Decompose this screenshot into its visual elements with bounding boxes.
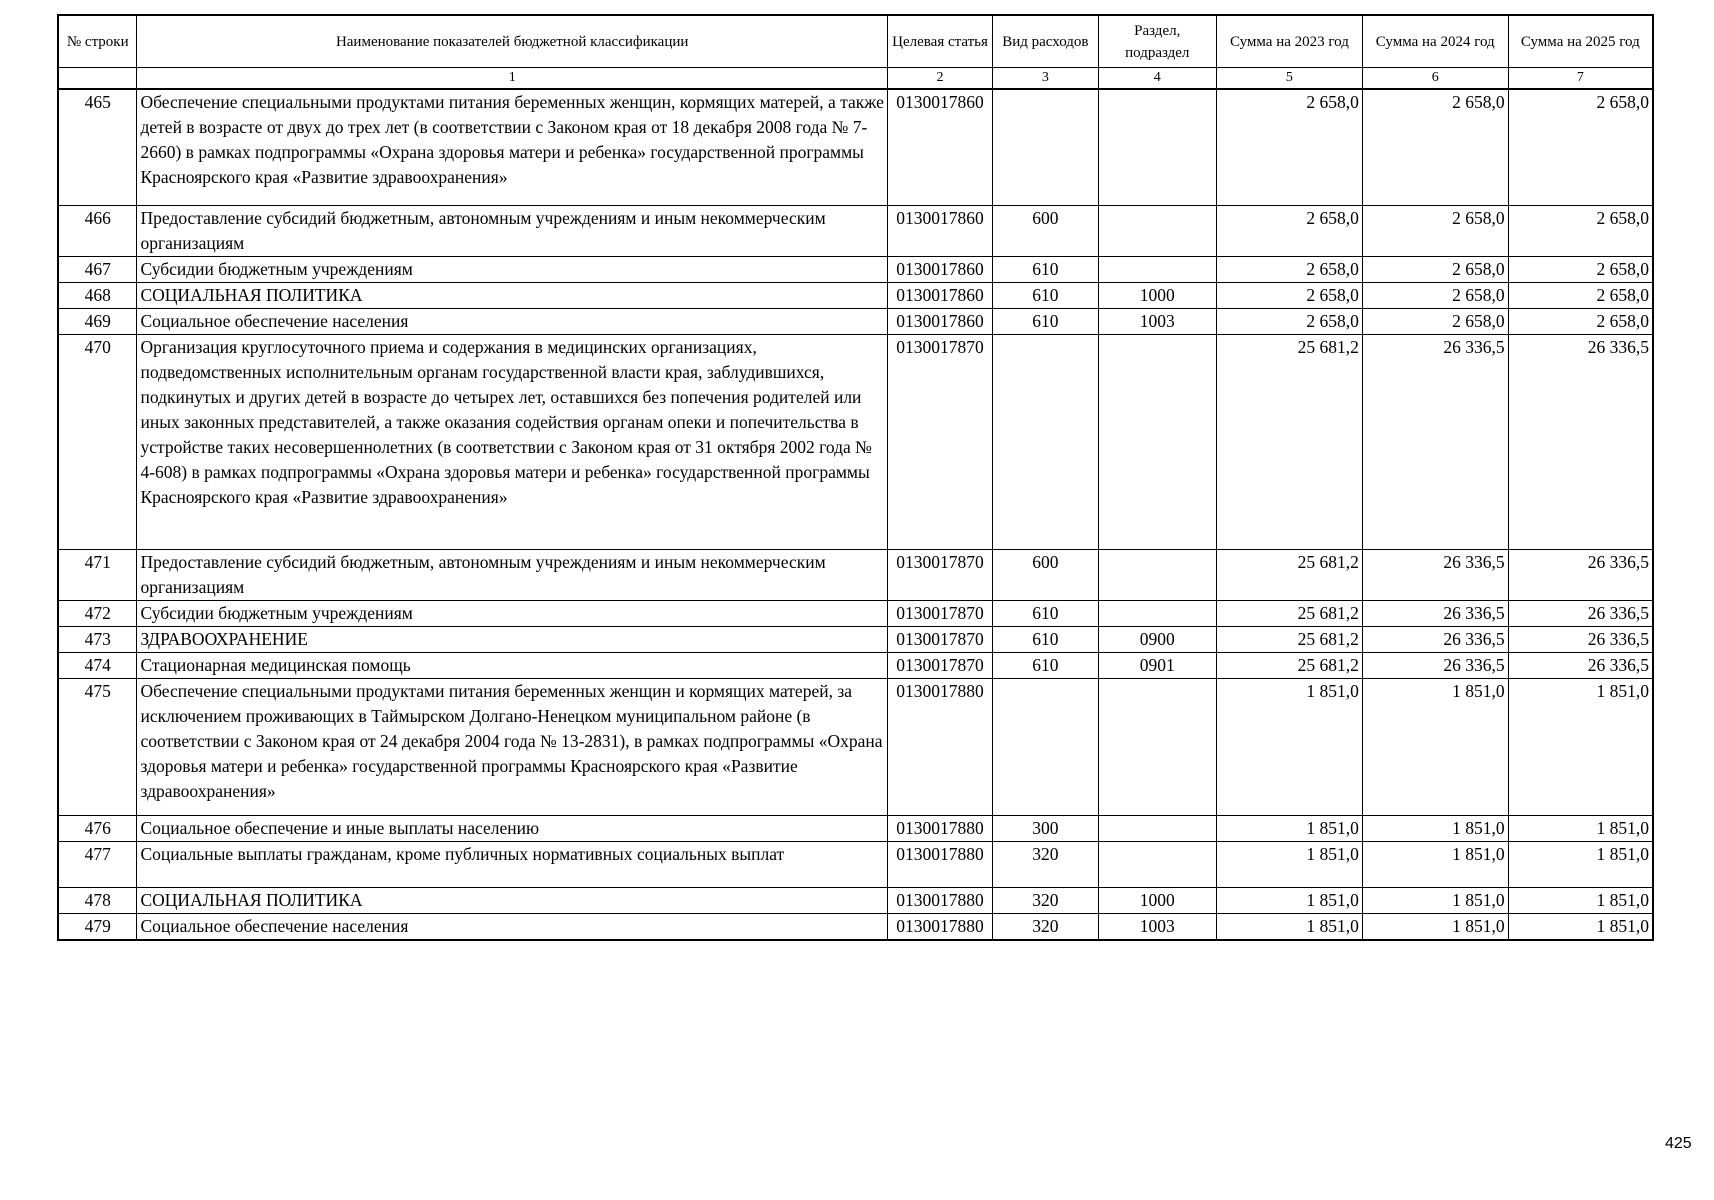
expense-type-cell: 610	[993, 282, 1098, 308]
header-section: Раздел, подраздел	[1098, 15, 1216, 68]
target-article-cell: 0130017870	[887, 549, 992, 600]
row-number-cell: 466	[58, 205, 137, 256]
table-row	[58, 205, 1653, 256]
section-cell	[1098, 89, 1216, 205]
target-article-cell: 0130017860	[887, 256, 992, 282]
row-number-cell: 470	[58, 334, 137, 549]
header-sum-2025: Сумма на 2025 год	[1508, 15, 1653, 68]
target-article-cell: 0130017880	[887, 913, 992, 940]
target-article-cell: 0130017870	[887, 600, 992, 626]
sum-2025-cell: 1 851,0	[1508, 815, 1653, 841]
row-number-cell: 465	[58, 89, 137, 205]
sum-2024-cell: 2 658,0	[1362, 308, 1508, 334]
row-name-cell: ЗДРАВООХРАНЕНИЕ	[137, 626, 887, 652]
column-number-row	[58, 68, 1653, 90]
header-sum-2023: Сумма на 2023 год	[1217, 15, 1363, 68]
expense-type-cell: 610	[993, 256, 1098, 282]
sum-2025-cell: 2 658,0	[1508, 205, 1653, 256]
target-article-cell: 0130017880	[887, 841, 992, 887]
sum-2025-cell: 2 658,0	[1508, 282, 1653, 308]
sum-2024-cell: 1 851,0	[1362, 841, 1508, 887]
header-target-article: Целевая статья	[887, 15, 992, 68]
table-row	[58, 626, 1653, 652]
expense-type-cell	[993, 678, 1098, 815]
sum-2025-cell: 2 658,0	[1508, 256, 1653, 282]
sum-2025-cell: 1 851,0	[1508, 841, 1653, 887]
budget-table	[57, 14, 1654, 941]
table-row	[58, 815, 1653, 841]
section-cell	[1098, 678, 1216, 815]
row-name-cell: Обеспечение специальными продуктами питания беременных женщин и кормящих матерей, за исключением проживающих в Таймырском Долгано-Ненецком муниципальном районе (в соответствии с Законом края от 24 декабря 2004 года № 13-2831), в рамках подпрограммы «Охрана здоровья матери и ребенка» государственной программы Красноярского края «Развитие здравоохранения»	[137, 678, 887, 815]
row-name-cell: Социальные выплаты гражданам, кроме публичных нормативных социальных выплат	[137, 841, 887, 887]
row-name-cell: СОЦИАЛЬНАЯ ПОЛИТИКА	[137, 887, 887, 913]
expense-type-cell: 300	[993, 815, 1098, 841]
table-row	[58, 652, 1653, 678]
table-body	[58, 89, 1653, 940]
column-number	[58, 68, 137, 90]
column-number: 3	[993, 68, 1098, 90]
sum-2025-cell: 26 336,5	[1508, 652, 1653, 678]
sum-2024-cell: 26 336,5	[1362, 652, 1508, 678]
row-number-cell: 471	[58, 549, 137, 600]
sum-2025-cell: 1 851,0	[1508, 887, 1653, 913]
target-article-cell: 0130017870	[887, 626, 992, 652]
table-row	[58, 549, 1653, 600]
column-number: 2	[887, 68, 992, 90]
sum-2024-cell: 1 851,0	[1362, 678, 1508, 815]
expense-type-cell: 600	[993, 205, 1098, 256]
column-number: 6	[1362, 68, 1508, 90]
sum-2024-cell: 1 851,0	[1362, 887, 1508, 913]
sum-2024-cell: 26 336,5	[1362, 600, 1508, 626]
sum-2023-cell: 25 681,2	[1217, 652, 1363, 678]
table-row	[58, 282, 1653, 308]
target-article-cell: 0130017870	[887, 652, 992, 678]
sum-2024-cell: 2 658,0	[1362, 282, 1508, 308]
row-number-cell: 474	[58, 652, 137, 678]
row-name-cell: Субсидии бюджетным учреждениям	[137, 256, 887, 282]
sum-2023-cell: 25 681,2	[1217, 626, 1363, 652]
table-header	[58, 15, 1653, 89]
row-name-cell: Социальное обеспечение населения	[137, 308, 887, 334]
sum-2023-cell: 25 681,2	[1217, 334, 1363, 549]
row-name-cell: Организация круглосуточного приема и содержания в медицинских организациях, подведомственных исполнительным органам государственной власти края, заблудившихся, подкинутых и других детей в возрасте до четырех лет, оставшихся без попечения родителей или иных законных представителей, а также оказания содействия органам опеки и попечительства в устройстве таких несовершеннолетних (в соответствии с Законом края от 31 октября 2002 года № 4-608) в рамках подпрограммы «Охрана здоровья матери и ребенка» государственной программы Красноярского края «Развитие здравоохранения»	[137, 334, 887, 549]
sum-2024-cell: 26 336,5	[1362, 626, 1508, 652]
sum-2023-cell: 1 851,0	[1217, 841, 1363, 887]
target-article-cell: 0130017860	[887, 89, 992, 205]
row-name-cell: Предоставление субсидий бюджетным, автономным учреждениям и иным некоммерческим организациям	[137, 549, 887, 600]
sum-2024-cell: 2 658,0	[1362, 256, 1508, 282]
sum-2025-cell: 1 851,0	[1508, 678, 1653, 815]
row-number-cell: 472	[58, 600, 137, 626]
column-number: 4	[1098, 68, 1216, 90]
target-article-cell: 0130017860	[887, 282, 992, 308]
expense-type-cell: 320	[993, 913, 1098, 940]
sum-2023-cell: 2 658,0	[1217, 89, 1363, 205]
sum-2023-cell: 1 851,0	[1217, 913, 1363, 940]
sum-2023-cell: 25 681,2	[1217, 549, 1363, 600]
sum-2024-cell: 2 658,0	[1362, 89, 1508, 205]
target-article-cell: 0130017880	[887, 815, 992, 841]
sum-2023-cell: 1 851,0	[1217, 678, 1363, 815]
section-cell	[1098, 334, 1216, 549]
section-cell: 1000	[1098, 887, 1216, 913]
row-name-cell: Стационарная медицинская помощь	[137, 652, 887, 678]
target-article-cell: 0130017880	[887, 887, 992, 913]
sum-2023-cell: 2 658,0	[1217, 256, 1363, 282]
table-row	[58, 887, 1653, 913]
expense-type-cell: 610	[993, 626, 1098, 652]
sum-2024-cell: 26 336,5	[1362, 334, 1508, 549]
row-name-cell: Социальное обеспечение и иные выплаты населению	[137, 815, 887, 841]
sum-2025-cell: 1 851,0	[1508, 913, 1653, 940]
table-row	[58, 841, 1653, 887]
sum-2025-cell: 26 336,5	[1508, 549, 1653, 600]
table-row	[58, 913, 1653, 940]
sum-2023-cell: 1 851,0	[1217, 815, 1363, 841]
table-row	[58, 89, 1653, 205]
column-number: 7	[1508, 68, 1653, 90]
row-number-cell: 479	[58, 913, 137, 940]
expense-type-cell: 610	[993, 600, 1098, 626]
target-article-cell: 0130017870	[887, 334, 992, 549]
sum-2025-cell: 26 336,5	[1508, 626, 1653, 652]
row-number-cell: 467	[58, 256, 137, 282]
expense-type-cell	[993, 89, 1098, 205]
table-row	[58, 334, 1653, 549]
header-sum-2024: Сумма на 2024 год	[1362, 15, 1508, 68]
expense-type-cell: 610	[993, 652, 1098, 678]
row-number-cell: 478	[58, 887, 137, 913]
section-cell: 0901	[1098, 652, 1216, 678]
section-cell: 1000	[1098, 282, 1216, 308]
header-expense-type: Вид расходов	[993, 15, 1098, 68]
section-cell: 0900	[1098, 626, 1216, 652]
row-name-cell: Предоставление субсидий бюджетным, автономным учреждениям и иным некоммерческим организациям	[137, 205, 887, 256]
row-number-cell: 473	[58, 626, 137, 652]
row-name-cell: Обеспечение специальными продуктами питания беременных женщин, кормящих матерей, а также детей в возрасте от двух до трех лет (в соответствии с Законом края от 18 декабря 2008 года № 7-2660) в рамках подпрограммы «Охрана здоровья матери и ребенка» государственной программы Красноярского края «Развитие здравоохранения»	[137, 89, 887, 205]
column-number: 5	[1217, 68, 1363, 90]
table-row	[58, 678, 1653, 815]
row-number-cell: 468	[58, 282, 137, 308]
expense-type-cell	[993, 334, 1098, 549]
sum-2025-cell: 26 336,5	[1508, 600, 1653, 626]
sum-2023-cell: 2 658,0	[1217, 308, 1363, 334]
target-article-cell: 0130017860	[887, 308, 992, 334]
section-cell	[1098, 549, 1216, 600]
header-name: Наименование показателей бюджетной классификации	[137, 15, 887, 68]
sum-2024-cell: 1 851,0	[1362, 913, 1508, 940]
section-cell	[1098, 205, 1216, 256]
expense-type-cell: 600	[993, 549, 1098, 600]
expense-type-cell: 320	[993, 887, 1098, 913]
section-cell: 1003	[1098, 913, 1216, 940]
row-number-cell: 469	[58, 308, 137, 334]
row-name-cell: СОЦИАЛЬНАЯ ПОЛИТИКА	[137, 282, 887, 308]
header-row-number: № строки	[58, 15, 137, 68]
row-number-cell: 477	[58, 841, 137, 887]
row-number-cell: 476	[58, 815, 137, 841]
sum-2024-cell: 1 851,0	[1362, 815, 1508, 841]
section-cell	[1098, 815, 1216, 841]
row-name-cell: Субсидии бюджетным учреждениям	[137, 600, 887, 626]
page-number: 425	[1665, 1135, 1692, 1152]
target-article-cell: 0130017860	[887, 205, 992, 256]
row-number-cell: 475	[58, 678, 137, 815]
sum-2025-cell: 26 336,5	[1508, 334, 1653, 549]
sum-2023-cell: 1 851,0	[1217, 887, 1363, 913]
section-cell	[1098, 841, 1216, 887]
column-number: 1	[137, 68, 887, 90]
table-row	[58, 256, 1653, 282]
sum-2024-cell: 2 658,0	[1362, 205, 1508, 256]
table-row	[58, 600, 1653, 626]
sum-2023-cell: 2 658,0	[1217, 282, 1363, 308]
section-cell: 1003	[1098, 308, 1216, 334]
sum-2023-cell: 2 658,0	[1217, 205, 1363, 256]
target-article-cell: 0130017880	[887, 678, 992, 815]
section-cell	[1098, 256, 1216, 282]
sum-2025-cell: 2 658,0	[1508, 308, 1653, 334]
expense-type-cell: 320	[993, 841, 1098, 887]
table-row	[58, 308, 1653, 334]
section-cell	[1098, 600, 1216, 626]
expense-type-cell: 610	[993, 308, 1098, 334]
header-row	[58, 15, 1653, 68]
sum-2024-cell: 26 336,5	[1362, 549, 1508, 600]
sum-2023-cell: 25 681,2	[1217, 600, 1363, 626]
sum-2025-cell: 2 658,0	[1508, 89, 1653, 205]
row-name-cell: Социальное обеспечение населения	[137, 913, 887, 940]
